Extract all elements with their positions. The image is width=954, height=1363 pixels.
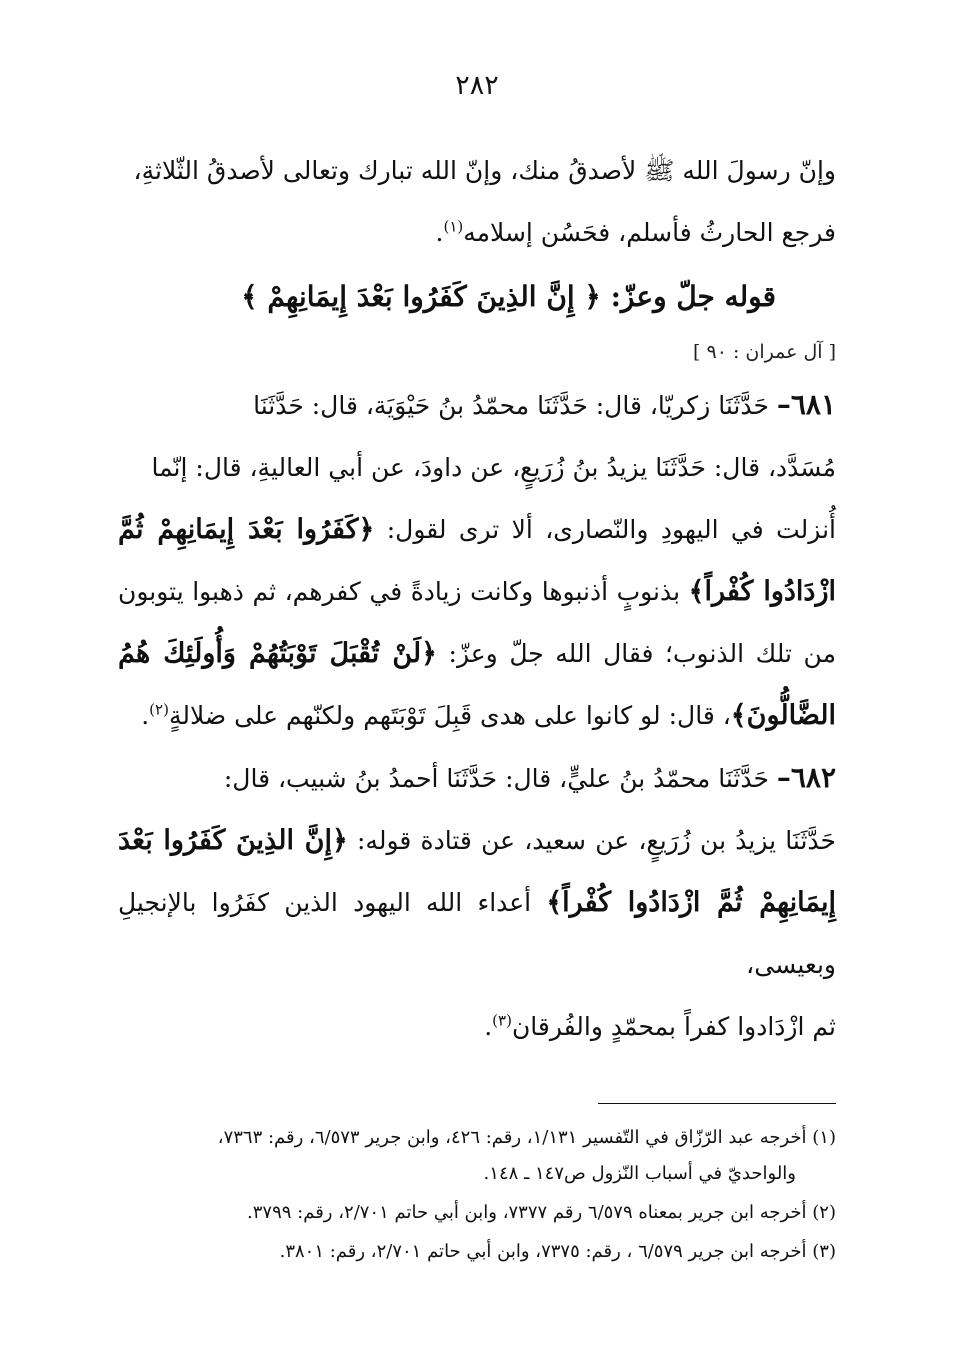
hadith-682-line-1 — [118, 747, 836, 810]
main-text — [118, 140, 836, 1058]
hadith-682-text-3: أعداء الله اليهود الذين كفَرُوا بالإنجيلِ وبعيسى، — [118, 888, 836, 979]
paragraph-1-line-1: وإنّ رسولَ الله ﷺ لأصدقُ منك، وإنّ الله تبارك وتعالى لأصدقُ الثّلاثةِ، — [133, 156, 836, 185]
hadith-681-text-6: ، قال: لو كانوا على هدى قَبِلَ تَوْبَتَهم ولكنّهم على ضلالةٍ — [168, 701, 731, 730]
hadith-681-text-3: أُنزلت في اليهودِ والنّصارى، ألا ترى لقول: — [386, 515, 836, 544]
hadith-682-line-4-text: ثم ازْدَادوا كفراً بمحمّدٍ والفُرقان — [511, 1012, 836, 1041]
paragraph-1-end: . — [435, 218, 444, 247]
hadith-681-line-1-text: حَدَّثَنَا زكريّا، قال: حَدَّثَنَا محمّدُ بنُ حَيْوَيَة، قال: حَدَّثَنَا — [253, 391, 769, 420]
verse-reference: [ آل عمران : ٩٠ ] — [693, 341, 836, 363]
footnote-mark-2: (٢) — [149, 700, 169, 719]
hadith-682-number: ٦٨٢– — [776, 761, 836, 794]
section-heading: قوله جلّ وعزّ: ﴿ إِنَّ الذِينَ كَفَرُوا بَعْدَ إِيمَانِهِمْ ﴾ — [241, 280, 776, 313]
paragraph-1-line-2-text: فرجع الحارثُ فأسلم، فحَسُن إسلامه — [463, 218, 836, 247]
footnote-1-line-2: والواحديّ في أسباب النّزول ص١٤٧ ـ ١٤٨. — [483, 1163, 796, 1184]
footnote-1-line-1: (١) أخرجه عبد الرّزّاق في التّفسير ١/١٣١، رقم: ٤٢٦، وابن جرير ٦/٥٧٣، رقم: ٧٣٦٣، — [217, 1127, 836, 1148]
hadith-681-text-4: بذنوبٍ أذنبوها وكانت زيادةً في كفرهم، ثم ذهبوا يتوبون — [118, 577, 681, 606]
hadith-682-quran: ﴿إِنَّ الذِينَ كَفَرُوا بَعْدَ إِيمَانِهِمْ ثُمَّ ازْدَادُوا كُفْراً﴾ — [118, 825, 836, 918]
footnote-mark-1: (١) — [443, 217, 464, 236]
hadith-681-quran-2: ﴿لَنْ تُقْبَلَ تَوْبَتُهُمْ وَأُولَئِكَ هُمُ الضَّالُّونَ﴾ — [118, 638, 836, 731]
footnotes — [118, 1120, 836, 1273]
hadith-681-line-2: مُسَدَّد، قال: حَدَّثَنَا يزيدُ بنُ زُرَيعٍ، عن داودَ، عن أبي العاليةِ، قال: إنّما — [151, 453, 836, 482]
hadith-681-line-1 — [118, 374, 836, 437]
footnote-mark-3: (٣) — [492, 1011, 512, 1030]
paragraph-1-line-2 — [118, 202, 836, 264]
page-number: ٢٨٢ — [455, 70, 499, 101]
hadith-681-number: ٦٨١– — [776, 388, 836, 421]
hadith-682-end: . — [484, 1012, 493, 1041]
hadith-682-line-1-text: حَدَّثَنَا محمّدُ بنُ عليٍّ، قال: حَدَّثَنَا أحمدُ بنُ شبيب، قال: — [223, 764, 769, 793]
hadith-682-text-2: حَدَّثَنَا يزيدُ بن زُرَيعٍ، عن سعيد، عن قتادة قوله: — [357, 826, 836, 855]
hadith-681-end: . — [141, 701, 150, 730]
footnote-2 — [118, 1195, 836, 1231]
footnote-2-line-1: (٢) أخرجه ابن جرير بمعناه ٦/٥٧٩ رقم ٧٣٧٧، وابن أبي حاتم ٢/٧٠١، رقم: ٣٧٩٩. — [247, 1202, 836, 1223]
footnote-3-line-1: (٣) أخرجه ابن جرير ٦/٥٧٩ ، رقم: ٧٣٧٥، وابن أبي حاتم ٢/٧٠١، رقم: ٣٨٠١. — [279, 1241, 836, 1262]
footnote-separator — [598, 1103, 836, 1104]
hadith-682-line-4 — [118, 996, 836, 1058]
footnote-1 — [118, 1120, 836, 1192]
hadith-681-text-5: من تلك الذنوب؛ فقال الله جلّ وعزّ: — [448, 639, 836, 668]
hadith-681-quran-1: ﴿كَفَرُوا بَعْدَ إِيمَانِهِمْ ثُمَّ ازْدَادُوا كُفْراً﴾ — [118, 514, 836, 607]
footnote-3 — [118, 1234, 836, 1270]
